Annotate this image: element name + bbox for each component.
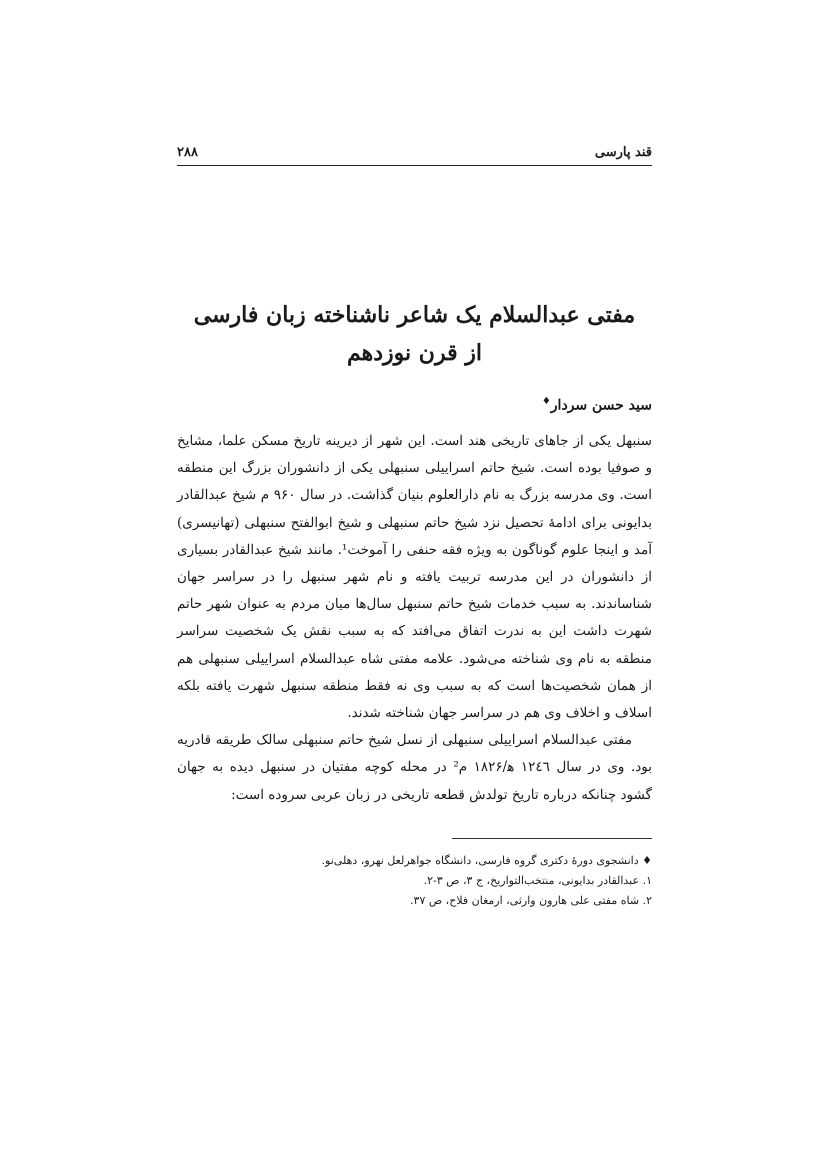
article-body — [177, 428, 652, 809]
footnote-2: ۲. شاه مفتی علی هارون وارثی، ارمغان فلاح، ص ۳۷. — [410, 894, 652, 907]
article-title — [177, 296, 652, 372]
footnote-author: ♦ دانشجوی دورهٔ دکتری گروه فارسی، دانشگاه جواهرلعل نهرو، دهلی‌نو. — [321, 854, 652, 867]
article-title-line-2: از قرن نوزدهم — [346, 340, 483, 366]
footnote-1: ۱. عبدالقادر بدایونی، منتخب‌التواریخ، ج ۳، ص ۳-۲. — [423, 874, 652, 887]
footnote-divider — [452, 838, 652, 839]
author-name: سید حسن سردار — [550, 397, 652, 414]
running-header — [177, 145, 652, 166]
body-paragraph-2: مفتی عبدالسلام اسراییلی سنبهلی از نسل شیخ حاتم سنبهلی سالک طریقه قادریه بود. وی در سال ۱۲٤٦ ه‍/۱۸۲۶ م² در محله کوچه مفتیان در سنبهل دیده به جهان گشود چنانکه درباره تاریخ تولدش قطعه تاریخی در زبان عربی سروده است: — [177, 732, 652, 803]
article-title-line-1: مفتی عبدالسلام یک شاعر ناشناخته زبان فارسی — [193, 302, 636, 328]
journal-name: قند پارسی — [594, 145, 652, 160]
body-paragraph-1: سنبهل یکی از جاهای تاریخی هند است. این شهر از دیرینه تاریخ مسکن علما، مشایخ و صوفیا بوده است. شیخ حاتم اسراییلی سنبهلی یکی از دانشوران بزرگ این منطقه است. وی مدرسه بزرگ به نام دارالعلوم بنیان گذاشت. در سال ۹۶۰ م شیخ عبدالقادر بدایونی برای ادامهٔ تحصیل نزد شیخ حاتم سنبهلی و شیخ ابوالفتح سنبهلی (تهانیسری) آمد و اینجا علوم گوناگون به ویژه فقه حنفی را آموخت¹. مانند شیخ عبدالقادر بسیاری از دانشوران در این مدرسه تربیت یافته و نام شهر سنبهل را در سراسر جهان شناساندند. به سبب خدمات شیخ حاتم سنبهل سال‌ها میان مردم به عنوان شهر حاتم شهرت داشت این به ندرت اتفاق می‌افتد که به سبب نقش یک شخصیت سراسر منطقه به نام وی شناخته می‌شود. علامه مفتی شاه عبدالسلام اسراییلی سنبهلی هم از همان شخصیت‌ها است که به سبب وی نه فقط منطقه سنبهل شهرت یافته بلکه اسلاف و اخلاف وی هم در سراسر جهان شناخته شدند. — [177, 433, 652, 722]
author-byline — [542, 396, 652, 414]
author-footnote-marker: ♦ — [541, 396, 551, 407]
page-number: ۲۸۸ — [177, 145, 198, 160]
footnotes — [177, 851, 652, 911]
